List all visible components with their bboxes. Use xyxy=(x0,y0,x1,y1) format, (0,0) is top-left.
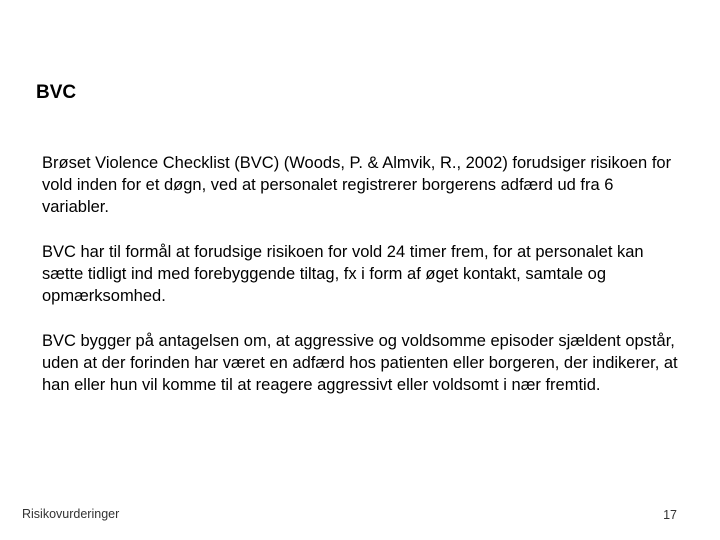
paragraph-bvc-assumption: BVC bygger på antagelsen om, at aggressive og voldsomme episoder sjældent opstår, uden at der forinden har været en adfærd hos patienten eller borgeren, der indikerer, at han eller hun vil komme til at reagere aggressivt eller voldsomt i nær fremtid. xyxy=(42,332,678,394)
footer-label: Risikovurderinger xyxy=(22,507,120,521)
slide-title: BVC xyxy=(36,82,77,103)
paragraph-bvc-definition: Brøset Violence Checklist (BVC) (Woods, P. & Almvik, R., 2002) forudsiger risikoen for vold inden for et døgn, ved at personalet registrerer borgerens adfærd ud fra 6 variabler. xyxy=(42,154,672,216)
paragraph-bvc-purpose: BVC har til formål at forudsige risikoen for vold 24 timer frem, for at personalet kan sætte tidligt ind med forebyggende tiltag, fx i form af øget kontakt, samtale og opmærksomhed. xyxy=(42,243,644,305)
slide-body xyxy=(42,152,682,396)
page-number: 17 xyxy=(663,508,677,522)
